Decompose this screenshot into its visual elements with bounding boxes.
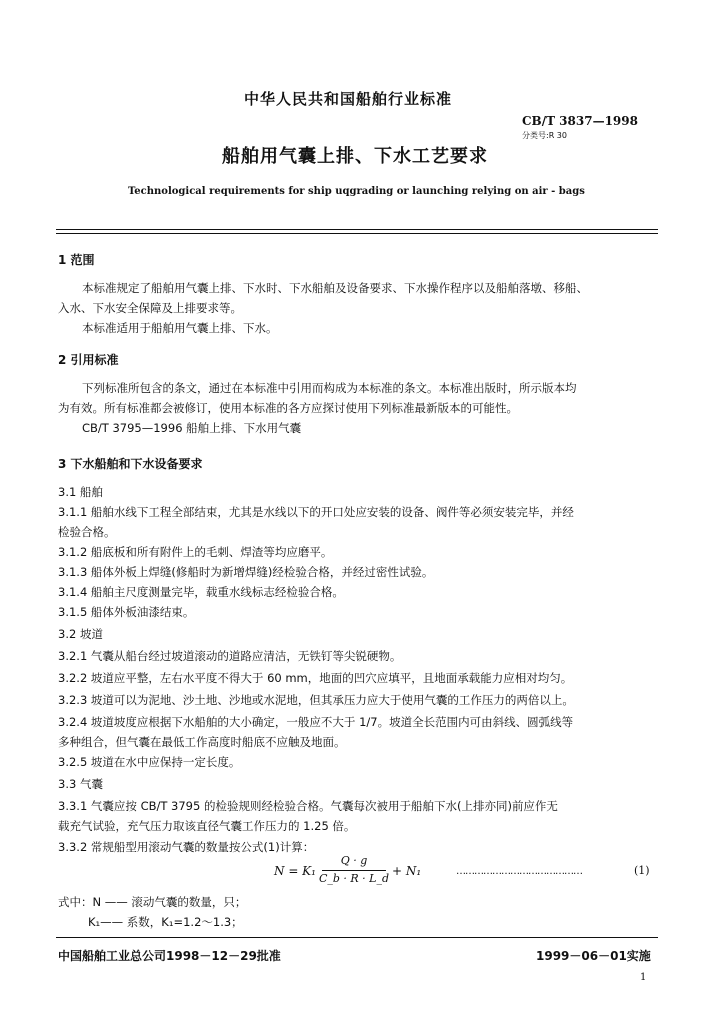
standard-code: CB/T 3837—1998 (522, 114, 638, 128)
formula-numerator: Q · g (340, 854, 368, 867)
header-rule-top (56, 229, 658, 230)
formula-where-k1: K₁—— 系数，K₁=1.2～1.3； (88, 915, 243, 929)
clause-3-3-1-line2: 载充气试验，充气压力取该直径气囊工作压力的 1.25 倍。 (58, 819, 356, 833)
clause-3-2-1: 3.2.1 气囊从船台经过坡道滚动的道路应清洁，无铁钉等尖锐硬物。 (58, 649, 402, 663)
section-2-paragraph-line2: 为有效。所有标准都会被修订，使用本标准的各方应探讨使用下列标准最新版本的可能性。 (58, 401, 518, 415)
org-title: 中华人民共和国船舶行业标准 (244, 90, 453, 108)
page-number: 1 (640, 972, 647, 983)
formula-where-n: 式中：N —— 滚动气囊的数量，只； (58, 895, 247, 909)
formula-lhs: N = K₁ (274, 864, 316, 878)
section-3-heading: 3 下水船舶和下水设备要求 (58, 457, 203, 471)
header-rule-bottom (56, 233, 658, 234)
section-2-reference: CB/T 3795—1996 船舶上排、下水用气囊 (82, 421, 302, 435)
formula-denominator: C_b · R · L_d (318, 872, 390, 885)
formula-number: (1) (634, 864, 650, 877)
footer-rule (56, 937, 658, 938)
clause-3-2-5: 3.2.5 坡道在水中应保持一定长度。 (58, 755, 241, 769)
clause-3-1-2: 3.1.2 船底板和所有附件上的毛刺、焊渣等均应磨平。 (58, 545, 333, 559)
clause-3-3-heading: 3.3 气囊 (58, 777, 103, 791)
formula-fraction-bar (322, 870, 386, 871)
formula-rhs: + N₁ (392, 864, 422, 878)
approval-line: 中国船舶工业总公司1998－12－29批准 (58, 949, 281, 963)
section-2-paragraph-line1: 下列标准所包含的条文，通过在本标准中引用而构成为本标准的条文。本标准出版时，所示版本均 (82, 381, 577, 395)
clause-3-2-2: 3.2.2 坡道应平整，左右水平度不得大于 60 mm，地面的凹穴应填平，且地面承载能力应相对均匀。 (58, 671, 573, 685)
section-1-paragraph-line2: 入水、下水安全保障及上排要求等。 (58, 301, 242, 315)
formula-leader-dots: …………………………………… (456, 866, 582, 877)
clause-3-2-heading: 3.2 坡道 (58, 627, 103, 641)
effective-date: 1999－06－01实施 (536, 949, 651, 963)
section-1-paragraph-line1: 本标准规定了船舶用气囊上排、下水时、下水船舶及设备要求、下水操作程序以及船舶落墩、移船、 (82, 281, 588, 295)
classification-number: 分类号:R 30 (522, 131, 567, 140)
clause-3-3-2: 3.3.2 常规船型用滚动气囊的数量按公式(1)计算： (58, 840, 315, 854)
clause-3-1-4: 3.1.4 船舶主尺度测量完毕，载重水线标志经检验合格。 (58, 585, 344, 599)
section-1-scope: 本标准适用于船舶用气囊上排、下水。 (82, 321, 278, 335)
section-1-heading: 1 范围 (58, 253, 95, 267)
clause-3-1-5: 3.1.5 船体外板油漆结束。 (58, 605, 195, 619)
clause-3-2-3: 3.2.3 坡道可以为泥地、沙土地、沙地或水泥地，但其承压力应大于使用气囊的工作压力的两倍以上。 (58, 693, 574, 707)
clause-3-1-1-line1: 3.1.1 船舶水线下工程全部结束，尤其是水线以下的开口处应安装的设备、阀件等必须安装完毕，并经 (58, 505, 574, 519)
clause-3-1-heading: 3.1 船舶 (58, 485, 103, 499)
clause-3-3-1-line1: 3.3.1 气囊应按 CB/T 3795 的检验规则经检验合格。气囊每次被用于船舶下水(上排亦同)前应作无 (58, 799, 558, 813)
clause-3-1-3: 3.1.3 船体外板上焊缝(修船时为新增焊缝)经检验合格，并经过密性试验。 (58, 565, 434, 579)
document-title-english: Technological requirements for ship uqgrading or launching relying on air - bags (128, 186, 585, 197)
clause-3-1-1-line2: 检验合格。 (58, 525, 116, 539)
document-title: 船舶用气囊上排、下水工艺要求 (222, 146, 488, 167)
clause-3-2-4-line2: 多种组合，但气囊在最低工作高度时船底不应触及地面。 (58, 735, 346, 749)
clause-3-2-4-line1: 3.2.4 坡道坡度应根据下水船舶的大小确定，一般应不大于 1/7。坡道全长范围内可由斜线、圆弧线等 (58, 715, 574, 729)
section-2-heading: 2 引用标准 (58, 353, 119, 367)
